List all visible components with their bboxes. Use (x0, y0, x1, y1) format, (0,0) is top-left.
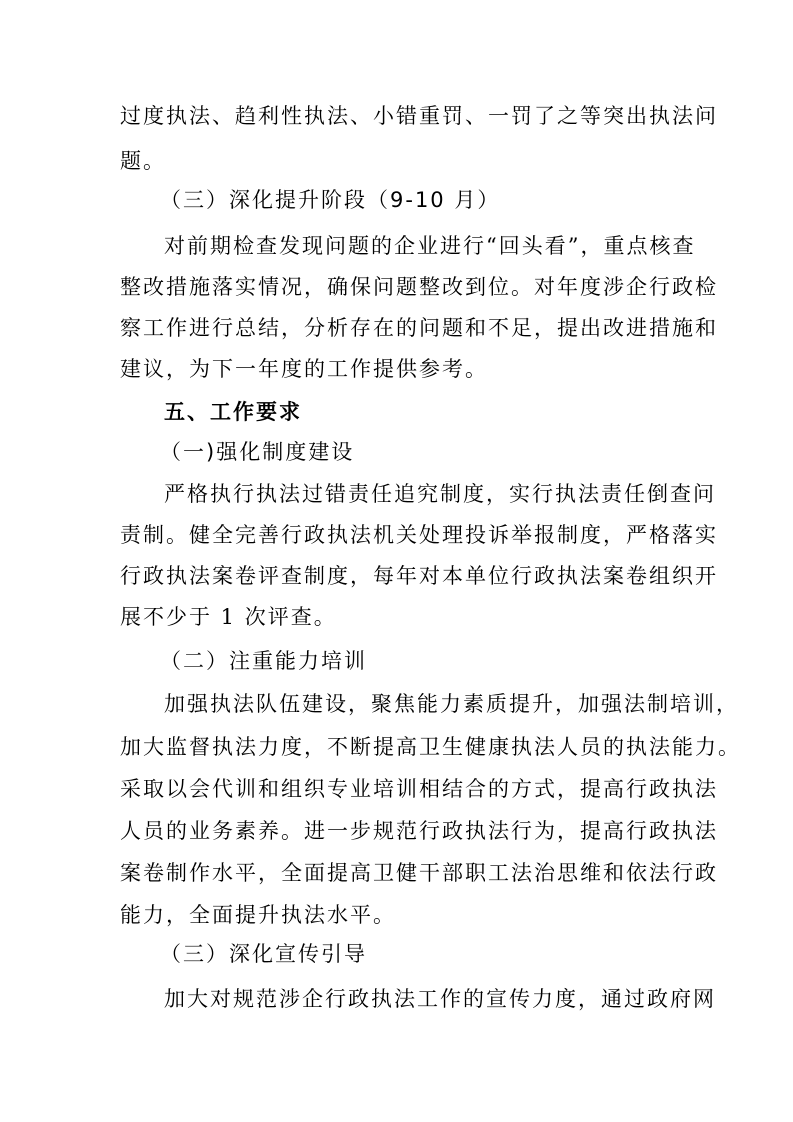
section-heading-institution: （一)强化制度建设 (160, 440, 355, 464)
body-line-7: 严格执行执法过错责任追究制度，实行执法责任倒查问 (164, 482, 716, 506)
chapter-heading-work-requirements: 五、工作要求 (164, 400, 302, 424)
body-line-10: 展不少于 1 次评查。 (120, 605, 337, 629)
section-heading-training: （二）注重能力培训 (160, 649, 367, 673)
section-heading-deepen-stage: （三）深化提升阶段（9-10 月） (160, 188, 501, 212)
body-line-13: 采取以会代训和组织专业培训相结合的方式，提高行政执法 (120, 777, 718, 801)
section-heading-publicity: （三）深化宣传引导 (160, 942, 367, 966)
body-line-11: 加强执法队伍建设，聚焦能力素质提升，加强法制培训， (164, 692, 739, 716)
body-line-6: 建议，为下一年度的工作提供参考。 (120, 357, 488, 381)
body-line-9: 行政执法案卷评查制度，每年对本单位行政执法案卷组织开 (120, 564, 718, 588)
body-line-17: 加大对规范涉企行政执法工作的宣传力度，通过政府网 (164, 987, 716, 1011)
body-line-1: 过度执法、趋利性执法、小错重罚、一罚了之等突出执法问 (120, 104, 718, 128)
body-line-14: 人员的业务素养。进一步规范行政执法行为，提高行政执法 (120, 819, 718, 843)
body-line-3: 对前期检查发现问题的企业进行“回头看”，重点核查 (164, 234, 696, 258)
body-line-15: 案卷制作水平，全面提高卫健干部职工法治思维和依法行政 (120, 861, 718, 885)
body-line-2: 题。 (120, 149, 166, 173)
body-line-4: 整改措施落实情况，确保问题整改到位。对年度涉企行政检 (120, 275, 718, 299)
body-line-12: 加大监督执法力度，不断提高卫生健康执法人员的执法能力。 (120, 735, 741, 759)
body-line-16: 能力，全面提升执法水平。 (120, 903, 396, 927)
body-line-8: 责制。健全完善行政执法机关处理投诉举报制度，严格落实 (120, 523, 718, 547)
body-line-5: 察工作进行总结，分析存在的问题和不足，提出改进措施和 (120, 316, 718, 340)
